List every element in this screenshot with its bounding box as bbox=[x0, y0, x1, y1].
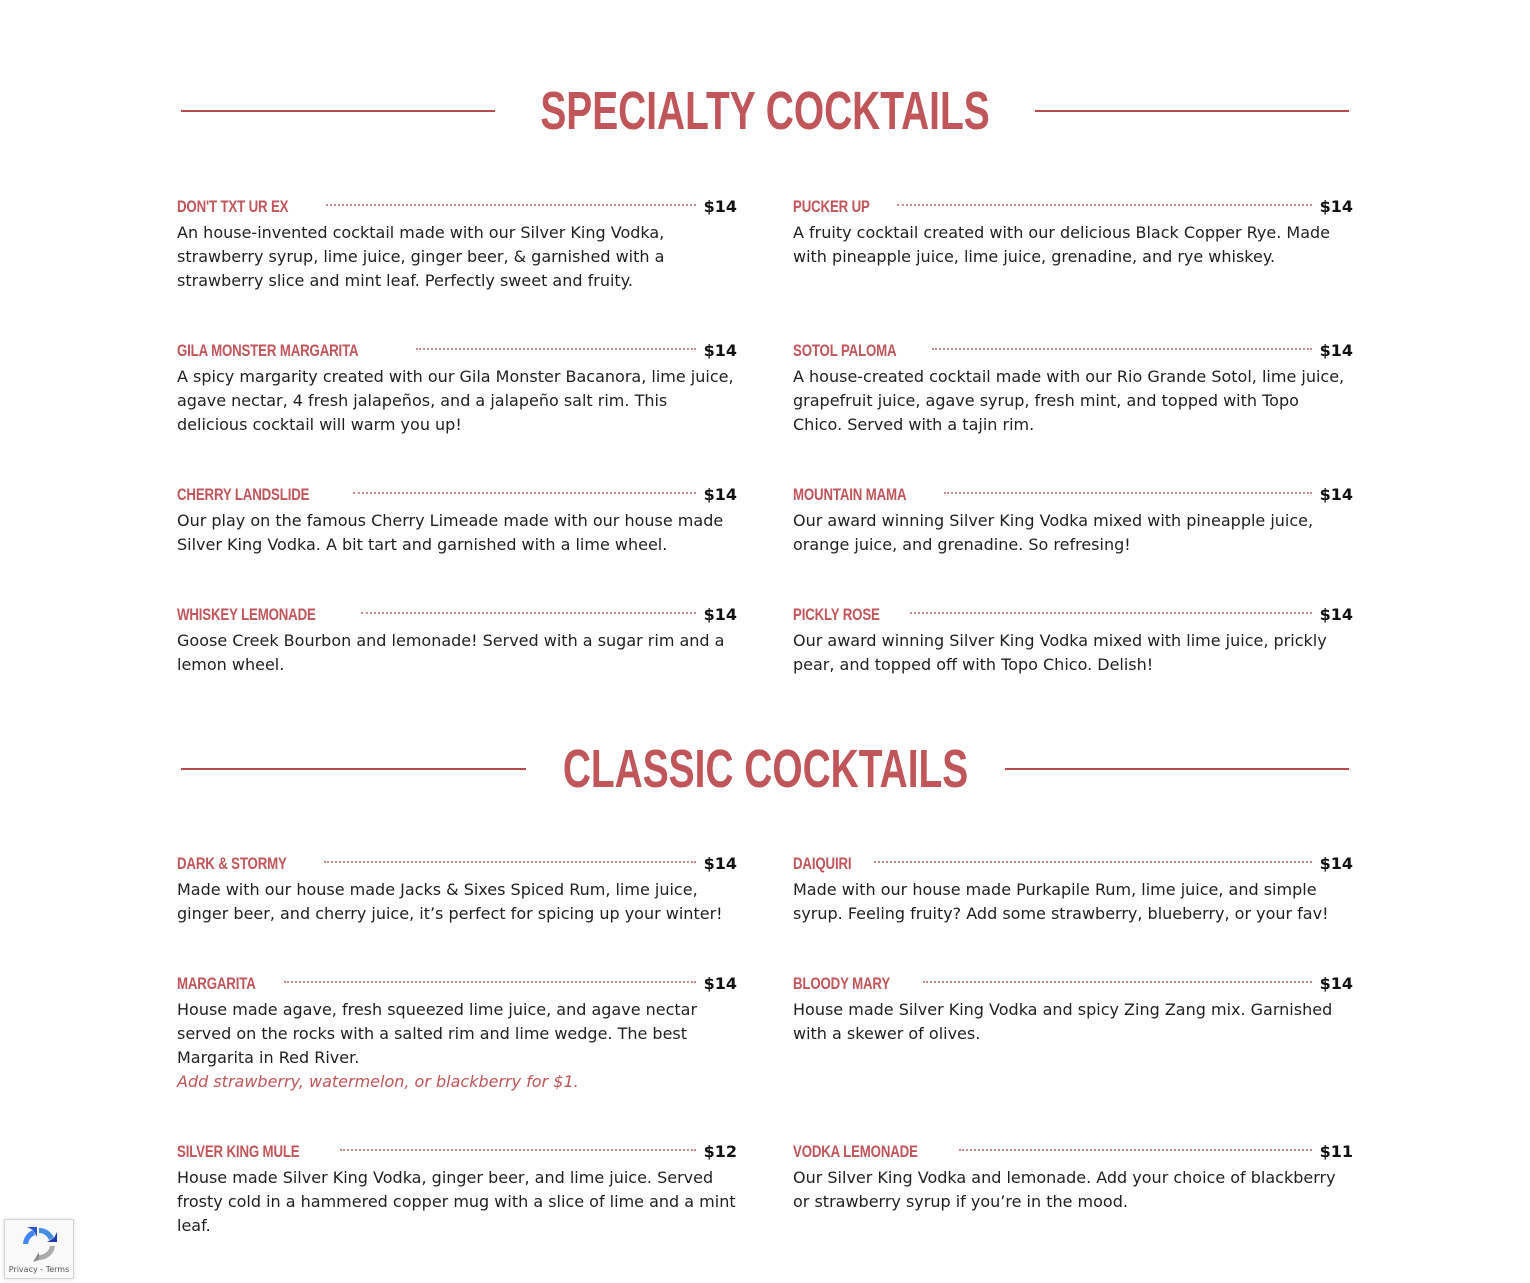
menu-item-name: PICKLY ROSE bbox=[793, 605, 880, 624]
menu-item bbox=[793, 197, 1353, 269]
menu-item-name: DAIQUIRI bbox=[793, 854, 852, 873]
menu-item-name: MOUNTAIN MAMA bbox=[793, 485, 907, 504]
recaptcha-icon bbox=[19, 1224, 59, 1264]
menu-item-description: House made agave, fresh squeezed lime juice, and agave nectar served on the rocks with a salted rim and lime wedge. The best Margarita in Red River. bbox=[177, 1000, 698, 1067]
dot-leader bbox=[874, 861, 1312, 863]
menu-item-price: $14 bbox=[703, 197, 737, 216]
dot-leader bbox=[340, 1149, 696, 1151]
menu-item-description: House made Silver King Vodka and spicy Zing Zang mix. Garnished with a skewer of olives. bbox=[793, 1000, 1333, 1043]
menu-item bbox=[793, 605, 1353, 677]
menu-item-description: An house-invented cocktail made with our Silver King Vodka, strawberry syrup, lime juice, ginger beer, & garnished with a strawberry slice and mint leaf. Perfectly sweet and fruity. bbox=[177, 223, 665, 290]
dot-leader bbox=[284, 981, 696, 983]
section-header-classic bbox=[177, 734, 1353, 804]
menu-item-price: $14 bbox=[1319, 341, 1353, 360]
menu-item-name: GILA MONSTER MARGARITA bbox=[177, 341, 359, 360]
menu-item-header bbox=[177, 1142, 737, 1166]
section-header-specialty bbox=[177, 76, 1353, 146]
menu-item-name: DON'T TXT UR EX bbox=[177, 197, 289, 216]
menu-item bbox=[177, 605, 737, 677]
dot-leader bbox=[959, 1149, 1312, 1151]
menu-item-header bbox=[793, 341, 1353, 365]
menu-item-description: Made with our house made Purkapile Rum, lime juice, and simple syrup. Feeling fruity? Add some strawberry, blueberry, or your fav! bbox=[793, 880, 1329, 923]
menu-item-price: $14 bbox=[1319, 854, 1353, 873]
menu-item-header bbox=[177, 974, 737, 998]
menu-item-name: BLOODY MARY bbox=[793, 974, 891, 993]
menu-item bbox=[177, 854, 737, 926]
menu-item bbox=[793, 341, 1353, 437]
menu-item-name: SOTOL PALOMA bbox=[793, 341, 897, 360]
menu-item-description: Goose Creek Bourbon and lemonade! Served with a sugar rim and a lemon wheel. bbox=[177, 631, 725, 674]
menu-item bbox=[177, 341, 737, 437]
menu-item-price: $14 bbox=[1319, 974, 1353, 993]
menu-item-name: CHERRY LANDSLIDE bbox=[177, 485, 310, 504]
menu-item-addon-note: Add strawberry, watermelon, or blackberry for $1. bbox=[177, 1072, 579, 1091]
menu-item-description: Our Silver King Vodka and lemonade. Add your choice of blackberry or strawberry syrup if you’re in the mood. bbox=[793, 1168, 1336, 1211]
menu-item-price: $14 bbox=[703, 341, 737, 360]
menu-item bbox=[177, 197, 737, 293]
dot-leader bbox=[324, 861, 696, 863]
terms-link[interactable]: Terms bbox=[45, 1265, 70, 1274]
menu-item-header bbox=[793, 1142, 1353, 1166]
menu-item-header bbox=[793, 974, 1353, 998]
section-title: SPECIALTY COCKTAILS bbox=[540, 81, 990, 141]
menu-item-name: SILVER KING MULE bbox=[177, 1142, 300, 1161]
dot-leader bbox=[353, 492, 696, 494]
menu-item-header bbox=[177, 485, 737, 509]
menu-item-header bbox=[793, 485, 1353, 509]
menu-item-description: A house-created cocktail made with our Rio Grande Sotol, lime juice, grapefruit juice, agave syrup, fresh mint, and topped with Topo Chico. Served with a tajin rim. bbox=[793, 367, 1345, 434]
menu-item-description: A fruity cocktail created with our delicious Black Copper Rye. Made with pineapple juice, lime juice, grenadine, and rye whiskey. bbox=[793, 223, 1330, 266]
menu-item-price: $14 bbox=[703, 485, 737, 504]
menu-item-name: DARK & STORMY bbox=[177, 854, 287, 873]
menu-item-header bbox=[177, 605, 737, 629]
menu-item-price: $14 bbox=[703, 605, 737, 624]
menu-item-description: Our play on the famous Cherry Limeade made with our house made Silver King Vodka. A bit tart and garnished with a lime wheel. bbox=[177, 511, 724, 554]
menu-item-description: House made Silver King Vodka, ginger beer, and lime juice. Served frosty cold in a hammered copper mug with a slice of lime and a mint leaf. bbox=[177, 1168, 736, 1235]
menu-item bbox=[177, 485, 737, 557]
recaptcha-links bbox=[5, 1265, 73, 1275]
menu-item-name: PUCKER UP bbox=[793, 197, 870, 216]
menu-item bbox=[793, 974, 1353, 1046]
privacy-link[interactable]: Privacy bbox=[8, 1265, 38, 1274]
menu-item-name: WHISKEY LEMONADE bbox=[177, 605, 316, 624]
menu-item-description: A spicy margarity created with our Gila Monster Bacanora, lime juice, agave nectar, 4 fresh jalapeños, and a jalapeño salt rim. This delicious cocktail will warm you up! bbox=[177, 367, 734, 434]
menu-item-price: $11 bbox=[1319, 1142, 1353, 1161]
recaptcha-badge[interactable] bbox=[4, 1219, 74, 1279]
link-separator: - bbox=[37, 1265, 46, 1274]
section-divider-left bbox=[181, 110, 495, 112]
section-divider-right bbox=[1005, 768, 1350, 770]
menu-item-header bbox=[793, 197, 1353, 221]
menu-item-description: Made with our house made Jacks & Sixes Spiced Rum, lime juice, ginger beer, and cherry juice, it’s perfect for spicing up your winter! bbox=[177, 880, 723, 923]
menu-item-price: $14 bbox=[1319, 605, 1353, 624]
menu-item-header bbox=[177, 197, 737, 221]
menu-item-header bbox=[793, 605, 1353, 629]
dot-leader bbox=[910, 612, 1311, 614]
dot-leader bbox=[326, 204, 696, 206]
menu-item-description: Our award winning Silver King Vodka mixed with pineapple juice, orange juice, and grenadine. So refresing! bbox=[793, 511, 1314, 554]
menu-item-header bbox=[177, 341, 737, 365]
menu-item-price: $14 bbox=[703, 974, 737, 993]
dot-leader bbox=[944, 492, 1311, 494]
menu-item-header bbox=[793, 854, 1353, 878]
menu-item-description: Our award winning Silver King Vodka mixed with lime juice, prickly pear, and topped off with Topo Chico. Delish! bbox=[793, 631, 1327, 674]
menu-item bbox=[177, 1142, 737, 1238]
section-title: CLASSIC COCKTAILS bbox=[562, 739, 968, 799]
section-divider-left bbox=[181, 768, 526, 770]
menu-item bbox=[177, 974, 737, 1094]
dot-leader bbox=[897, 204, 1311, 206]
menu-item-price: $14 bbox=[1319, 197, 1353, 216]
section-divider-right bbox=[1035, 110, 1349, 112]
menu-item-price: $12 bbox=[703, 1142, 737, 1161]
dot-leader bbox=[923, 981, 1311, 983]
menu-item bbox=[793, 854, 1353, 926]
menu-item bbox=[793, 1142, 1353, 1214]
menu-item-price: $14 bbox=[703, 854, 737, 873]
dot-leader bbox=[361, 612, 696, 614]
menu-item-header bbox=[177, 854, 737, 878]
menu-item bbox=[793, 485, 1353, 557]
dot-leader bbox=[932, 348, 1312, 350]
menu-item-name: MARGARITA bbox=[177, 974, 256, 993]
menu-item-name: VODKA LEMONADE bbox=[793, 1142, 918, 1161]
menu-item-price: $14 bbox=[1319, 485, 1353, 504]
dot-leader bbox=[416, 348, 696, 350]
